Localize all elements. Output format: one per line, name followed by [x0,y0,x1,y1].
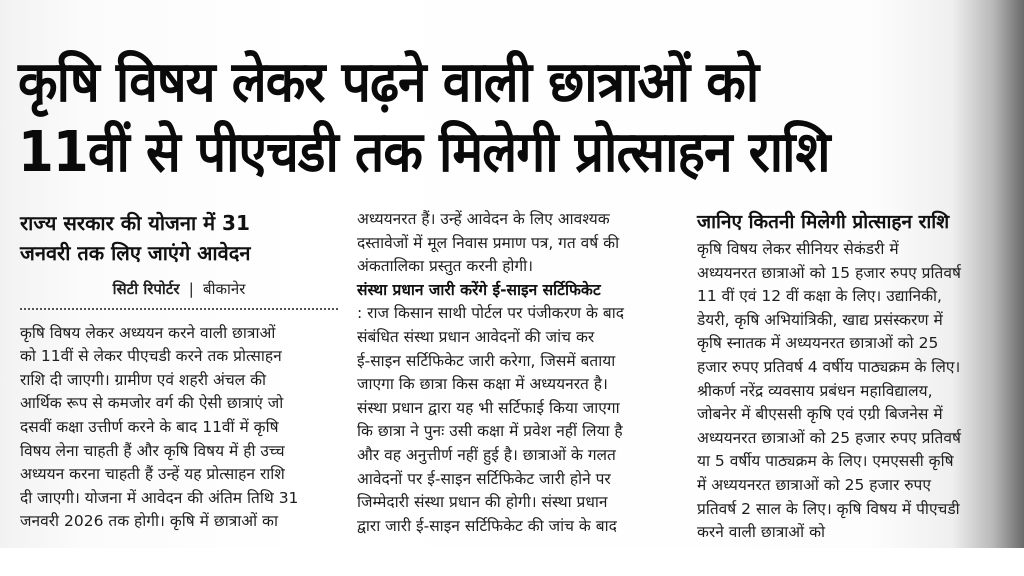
text-line: राशि दी जाएगी। ग्रामीण एवं शहरी अंचल की [20,370,267,389]
text-line: जोबनेर में बीएससी कृषि एवं एग्री बिजनेस में [697,405,943,424]
column-1-body [20,322,338,534]
headline-line-1: कृषि विषय लेकर पढ़ने वाली छात्राओं को [18,50,759,115]
text-line: आर्थिक रूप से कमजोर वर्ग की ऐसी छात्राएं जो [20,394,284,413]
column-3 [697,208,1015,545]
column-1 [20,208,338,534]
text-line: श्रीकर्ण नरेंद्र व्यवसाय प्रबंधन महाविद्यालय, [697,381,933,400]
section-heading: संस्था प्रधान जारी करेंगे ई-साइन सर्टिफिकेट [357,280,601,299]
text-line: 11 वीं एवं 12 वीं कक्षा के लिए। उद्यानिकी, [697,287,942,306]
text-line: द्वारा जारी ई-साइन सर्टिफिकेट की जांच के बाद [357,516,617,535]
text-line: करने वाली छात्राओं को [697,523,825,542]
byline-city: बीकानेर [203,280,246,298]
text-line: अध्ययनरत छात्राओं को 25 हजार रुपए प्रतिवर्ष [697,428,961,447]
box-heading: जानिए कितनी मिलेगी प्रोत्साहन राशि [697,211,950,233]
text-line: दस्तावेजों में मूल निवास प्रमाण पत्र, गत वर्ष की [357,233,620,252]
byline [20,278,338,302]
column-2 [357,208,679,538]
text-line: अध्ययनरत हैं। उन्हें आवेदन के लिए आवश्यक [357,210,610,228]
subheadline-line-1: राज्य सरकार की योजना में 31 [20,211,250,235]
text-line: और वह अनुत्तीर्ण नहीं हुई है। छात्राओं के गलत [357,445,616,464]
text-line: प्रतिवर्ष 2 साल के लिए। कृषि विषय में पीएचडी [697,499,960,518]
text-line: या 5 वर्षीय पाठ्यक्रम के लिए। एमएससी कृषि [697,452,954,471]
text-line: जनवरी 2026 तक होगी। कृषि में छात्राओं का [20,512,278,531]
text-line: अंकतालिका प्रस्तुत करनी होगी। [357,257,534,276]
text-line: जिम्मेदारी संस्था प्रधान की होगी। संस्था प्रधान [357,493,608,512]
subheadline [20,208,338,268]
text-line: कृषि स्नातक में अध्ययनरत छात्राओं को 25 [697,334,939,353]
text-line: कृषि विषय लेकर सीनियर सेकंडरी में [697,240,899,258]
byline-separator: | [188,280,194,298]
headline-line-2: 11वीं से पीएचडी तक मिलेगी प्रोत्साहन राशि [18,120,830,185]
text-line: आवेदनों पर ई-साइन सर्टिफिकेट जारी होने पर [357,469,611,488]
headline [18,48,929,188]
text-line: दी जाएगी। योजना में आवेदन की अंतिम तिथि 31 [20,488,299,507]
text-line: कृषि विषय लेकर अध्ययन करने वाली छात्राओं [20,323,276,342]
text-line: अध्ययन करना चाहती हैं उन्हें यह प्रोत्साहन राशि [20,465,285,484]
text-line: संस्था प्रधान द्वारा यह भी सर्टिफाई किया जाएगा [357,398,620,417]
text-line: अध्ययनरत छात्राओं को 15 हजार रुपए प्रतिवर्ष [697,263,961,282]
text-line: डेयरी, कृषि अभियांत्रिकी, खाद्य प्रसंस्करण में [697,310,943,329]
byline-reporter: सिटी रिपोर्टर [112,280,180,298]
text-line: कि छात्रा ने पुनः उसी कक्षा में प्रवेश नहीं लिया है [357,422,623,441]
text-line: में अध्ययनरत छात्राओं को 25 हजार रुपए [697,475,931,494]
text-line: जाएगा कि छात्रा किस कक्षा में अध्ययनरत है। [357,375,608,394]
dotted-divider [20,308,338,310]
text-line: संबंधित संस्था प्रधान आवेदनों की जांच कर [357,327,595,346]
text-line: : राज किसान साथी पोर्टल पर पंजीकरण के बाद [357,304,624,323]
text-line: दसवीं कक्षा उत्तीर्ण करने के बाद 11वीं में कृषि [20,417,279,436]
text-line: को 11वीं से लेकर पीएचडी करने तक प्रोत्साहन [20,347,282,366]
text-line: विषय लेना चाहती हैं और कृषि विषय में ही उच्च [20,441,285,460]
text-line: ई-साइन सर्टिफिकेट जारी करेगा, जिसमें बताया [357,351,616,370]
subheadline-line-2: जनवरी तक लिए जाएंगे आवेदन [20,241,251,265]
text-line: हजार रुपए प्रतिवर्ष 4 वर्षीय पाठ्यक्रम के लिए। [697,357,961,376]
